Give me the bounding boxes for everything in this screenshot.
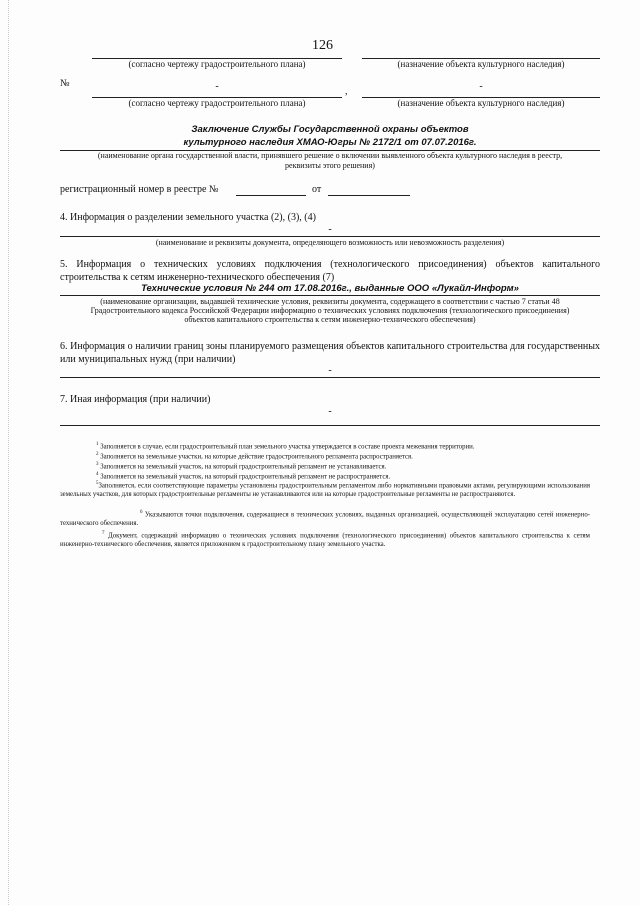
registry-number-line [236, 195, 306, 196]
row1-caption-right: (назначение объекта культурного наследия) [397, 59, 565, 69]
registry-date-line [328, 195, 410, 196]
decision-caption-line2: реквизиты этого решения) [285, 161, 375, 170]
section4-line [60, 236, 600, 237]
decision-caption-line1: (наименование органа государственной власти, принявшего решение о включении выявленного объекта культурного наследия в реестр, [97, 151, 563, 160]
section5-heading: 5. Информация о технических условиях подключения (технологического присоединения) объектов капитального строительства к сетям инженерно-технического обеспечения (7) [60, 259, 600, 283]
page-number: 126 [312, 38, 333, 53]
section5-line [60, 295, 600, 296]
footnote-2: $^2$ Заполняется на земельные участки, на которые действие градостроительного регламента распространяется. [96, 452, 413, 461]
footnote-4: $^4$ Заполняется на земельный участок, на который градостроительный регламент не распространяется. [96, 472, 391, 481]
section7-line [60, 425, 600, 426]
footnote-5: $^5$Заполняется, если соответствующие параметры установлены градостроительным регламентом либо нормативными правовыми актами, регулирующими использования земельных участков, для которых градостроительные регламенты не устанавливаются или на которые градостроительные регламенты не распространяются. [60, 481, 590, 499]
section7-heading: 7. Иная информация (при наличии) [60, 394, 211, 405]
footnote-3: $^3$ Заполняется на земельный участок, на который градостроительный регламент не устанавливается. [96, 462, 387, 471]
registry-from-label: от [312, 184, 322, 195]
section4-caption: (наименование и реквизиты документа, определяющего возможность или невозможность разделения) [155, 238, 505, 247]
section5-caption-line2: Градостроительного кодекса Российской Федерации информацию о технических условиях подключения (технологического присоединения) [90, 306, 570, 315]
section5-caption-line1: (наименование организации, выдавшей технические условия, реквизиты документа, содержащего в соответствии с частью 7 статьи 48 [100, 297, 560, 306]
row1-caption-left: (согласно чертежу градостроительного плана) [128, 59, 306, 69]
registry-label: регистрационный номер в реестре № [60, 184, 219, 195]
footnote-6: $^6$ Указываются точки подключения, содержащиеся в технических условиях, выданных организацией, осуществляющей эксплуатацию сетей инженерно-технического обеспечения. [60, 510, 590, 528]
row2-separator: , [345, 86, 348, 97]
footnote-1: $^1$ Заполняется в случае, если градостроительный план земельного участка утверждается в составе проекта межевания территории. [96, 442, 475, 451]
row2-caption-left: (согласно чертежу градостроительного плана) [128, 98, 306, 108]
section6-line [60, 377, 600, 378]
row2-caption-right: (назначение объекта культурного наследия) [397, 98, 565, 108]
section7-value: - [328, 406, 332, 417]
scan-edge [8, 0, 10, 905]
row2-value-right: - [479, 81, 483, 92]
section6-heading: 6. Информация о наличии границ зоны планируемого размещения объектов капитального строительства для государственных или муниципальных нужд (при наличии) [60, 341, 600, 365]
section5-value: Технические условия № 244 от 17.08.2016г., выданные ООО «Лукайл-Информ» [141, 283, 519, 294]
section4-heading: 4. Информация о разделении земельного участка (2), (3), (4) [60, 212, 316, 223]
section5-caption-line3: объектов капитального строительства к сетям инженерно-технического обеспечения) [184, 315, 476, 324]
section4-value: - [328, 224, 332, 235]
row2-value-left: - [215, 81, 219, 92]
decision-line1: Заключение Службы Государственной охраны объектов [191, 124, 469, 135]
decision-line2: культурного наследия ХМАО-Югры № 2172/1 от 07.07.2016г. [183, 137, 477, 148]
number-sign: № [60, 78, 70, 89]
section6-value: - [328, 365, 332, 376]
footnote-7: $^7$ Документ, содержащий информацию о технических условиях подключения (технологического присоединения) объектов капитального строительства к сетям инженерно-технического обеспечения, является приложением к градостроительному плану земельного участка. [60, 531, 590, 549]
